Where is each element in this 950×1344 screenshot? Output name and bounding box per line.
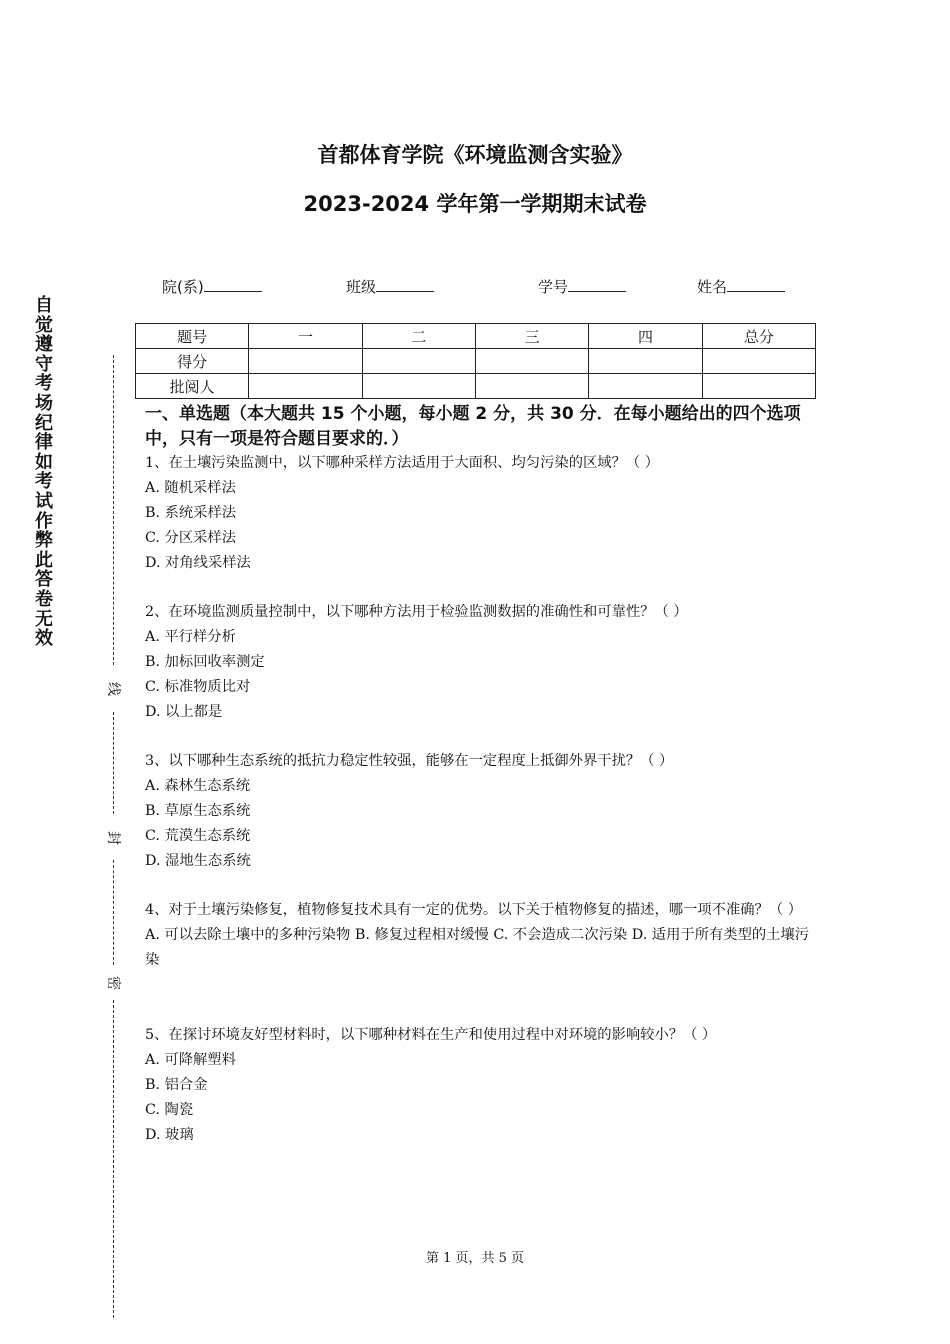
score-row-label: 批阅人 (136, 374, 249, 399)
option-c[interactable]: C. 标准物质比对 (145, 679, 251, 695)
score-cell[interactable] (702, 349, 815, 374)
seal-mark-secret: 密 (105, 976, 121, 990)
question-1 (145, 451, 815, 576)
score-header-cell: 题号 (136, 324, 249, 349)
section-heading: 一、单选题（本大题共 15 个小题，每小题 2 分，共 30 分．在每小题给出的四个选项中，只有一项是符合题目要求的．） (145, 404, 801, 449)
name-field[interactable] (697, 276, 785, 297)
seal-line-segment (113, 355, 114, 665)
option-d[interactable]: D. 以上都是 (145, 704, 223, 720)
score-header-cell: 三 (475, 324, 588, 349)
score-table-header-row (136, 324, 816, 349)
score-table (135, 323, 816, 399)
question-3 (145, 749, 815, 874)
option-b[interactable]: B. 系统采样法 (145, 505, 237, 521)
option-a[interactable]: A. 可降解塑料 (145, 1052, 236, 1068)
option-b[interactable]: B. 草原生态系统 (145, 803, 251, 819)
question-5 (145, 1023, 815, 1148)
student-id-field[interactable] (538, 276, 626, 297)
class-field[interactable] (346, 276, 434, 297)
inline-options[interactable]: A. 可以去除土壤中的多种污染物 B. 修复过程相对缓慢 C. 不会造成二次污染 D. 适用于所有类型的土壤污染 (145, 927, 810, 968)
question-stem: 1、在土壤污染监测中，以下哪种采样方法适用于大面积、均匀污染的区域？（ ） (145, 455, 660, 471)
question-2 (145, 600, 815, 725)
score-header-cell: 一 (249, 324, 362, 349)
score-cell[interactable] (589, 349, 702, 374)
score-header-cell: 四 (589, 324, 702, 349)
seal-line-segment (113, 712, 114, 814)
option-c[interactable]: C. 分区采样法 (145, 530, 237, 546)
option-a[interactable]: A. 平行样分析 (145, 629, 236, 645)
option-c[interactable]: C. 陶瓷 (145, 1102, 194, 1118)
department-label: 院(系) (162, 278, 204, 296)
option-c[interactable]: C. 荒漠生态系统 (145, 828, 251, 844)
option-b[interactable]: B. 加标回收率测定 (145, 654, 265, 670)
seal-mark-line: 线 (105, 682, 121, 696)
department-field[interactable] (162, 276, 262, 297)
seal-line-segment (113, 1000, 114, 1318)
score-table-row (136, 374, 816, 399)
class-label: 班级 (346, 278, 377, 296)
exam-title-line1: 首都体育学院《环境监测含实验》 (317, 143, 633, 167)
option-b[interactable]: B. 铝合金 (145, 1077, 208, 1093)
grader-cell[interactable] (362, 374, 475, 399)
option-a[interactable]: A. 随机采样法 (145, 480, 236, 496)
score-header-cell: 二 (362, 324, 475, 349)
page-number: 第 1 页，共 5 页 (425, 1251, 525, 1266)
grader-cell[interactable] (249, 374, 362, 399)
grader-cell[interactable] (702, 374, 815, 399)
seal-line-segment (113, 860, 114, 965)
score-cell[interactable] (475, 349, 588, 374)
option-d[interactable]: D. 对角线采样法 (145, 555, 251, 571)
option-a[interactable]: A. 森林生态系统 (145, 778, 251, 794)
student-id-label: 学号 (538, 278, 569, 296)
question-stem: 3、以下哪种生态系统的抵抗力稳定性较强，能够在一定程度上抵御外界干扰？（ ） (145, 753, 674, 769)
question-stem: 5、在探讨环境友好型材料时，以下哪种材料在生产和使用过程中对环境的影响较小？（ ） (145, 1027, 717, 1043)
option-d[interactable]: D. 玻璃 (145, 1127, 194, 1143)
question-stem: 4、对于土壤污染修复，植物修复技术具有一定的优势。以下关于植物修复的描述，哪一项不准确？（ ） (145, 902, 802, 918)
score-row-label: 得分 (136, 349, 249, 374)
option-d[interactable]: D. 湿地生态系统 (145, 853, 251, 869)
score-table-row (136, 349, 816, 374)
grader-cell[interactable] (475, 374, 588, 399)
question-4 (145, 898, 815, 973)
exam-title-line2: 2023-2024 学年第一学期期末试卷 (303, 192, 647, 216)
question-stem: 2、在环境监测质量控制中，以下哪种方法用于检验监测数据的准确性和可靠性？（ ） (145, 604, 688, 620)
grader-cell[interactable] (589, 374, 702, 399)
score-cell[interactable] (249, 349, 362, 374)
score-header-cell: 总分 (702, 324, 815, 349)
name-label: 姓名 (697, 278, 728, 296)
exam-discipline-notice: 自觉遵守考场纪律如考试作弊此答卷无效 (35, 295, 53, 650)
seal-mark-seal: 封 (105, 831, 121, 845)
score-cell[interactable] (362, 349, 475, 374)
